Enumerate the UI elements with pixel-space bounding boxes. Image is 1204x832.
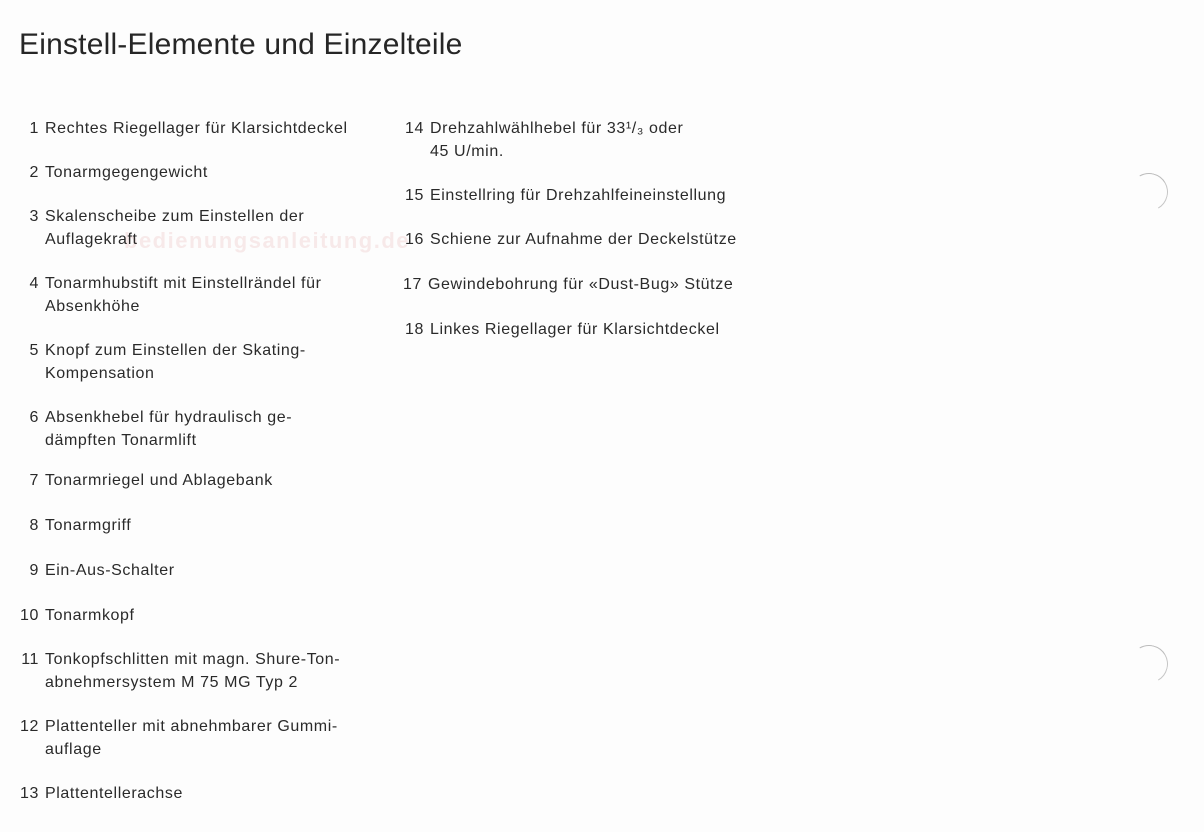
watermark: bedienungsanleitung.de: [124, 228, 411, 253]
item-number: 18: [405, 321, 424, 338]
list-item: [405, 185, 727, 208]
item-text: Drehzahlwählhebel für 33¹/₃ oder 45 U/min.: [430, 120, 684, 160]
item-number: 16: [405, 231, 424, 248]
binder-hole: [1126, 641, 1173, 688]
list-item: [29, 273, 322, 318]
item-text: Absenkhebel für hydraulisch ge- dämpften Tonarmlift: [45, 409, 293, 449]
item-number: 3: [29, 208, 39, 225]
list-item: [29, 407, 293, 452]
list-item: [405, 319, 720, 342]
item-text: Tonarmgegengewicht: [45, 164, 208, 181]
item-number: 17: [403, 276, 422, 293]
item-number: 15: [405, 187, 424, 204]
item-text: Schiene zur Aufnahme der Deckelstütze: [430, 231, 737, 248]
item-text: Plattentellerachse: [45, 785, 183, 802]
list-item: [29, 206, 305, 251]
list-item: [29, 118, 348, 141]
item-number: 11: [21, 651, 39, 668]
item-text: Skalenscheibe zum Einstellen der Auflagekraft: [45, 208, 305, 248]
item-number: 10: [20, 607, 39, 624]
page-title: Einstell-Elemente und Einzelteile: [19, 28, 463, 61]
item-text: Tonkopfschlitten mit magn. Shure-Ton- abnehmersystem M 75 MG Typ 2: [45, 651, 341, 691]
item-number: 4: [29, 275, 39, 292]
item-number: 9: [29, 562, 39, 579]
item-text: Plattenteller mit abnehmbarer Gummi- auflage: [45, 718, 338, 758]
binder-hole: [1126, 169, 1173, 216]
item-text: Tonarmriegel und Ablagebank: [45, 472, 273, 489]
item-text: Ein-Aus-Schalter: [45, 562, 175, 579]
item-text: Tonarmhubstift mit Einstellrändel für Absenkhöhe: [45, 275, 322, 315]
item-text: Knopf zum Einstellen der Skating- Kompensation: [45, 342, 306, 382]
item-number: 1: [29, 120, 39, 137]
list-item: [405, 118, 684, 163]
item-text: Tonarmkopf: [45, 607, 135, 624]
item-number: 14: [405, 120, 424, 137]
item-text: Tonarmgriff: [45, 517, 132, 534]
list-item: [21, 649, 341, 694]
item-text: Rechtes Riegellager für Klarsichtdeckel: [45, 120, 348, 137]
item-text: Einstellring für Drehzahlfeineinstellung: [430, 187, 727, 204]
list-item: [29, 560, 175, 583]
item-number: 13: [20, 785, 39, 802]
list-item: [29, 470, 273, 493]
list-item: [29, 515, 132, 538]
item-number: 2: [29, 164, 39, 181]
list-item: [405, 229, 737, 252]
item-number: 5: [29, 342, 39, 359]
item-text: Linkes Riegellager für Klarsichtdeckel: [430, 321, 720, 338]
item-number: 7: [29, 472, 39, 489]
list-item: [20, 716, 338, 761]
list-item: [403, 274, 734, 297]
item-number: 8: [29, 517, 39, 534]
list-item: [29, 162, 208, 185]
item-number: 12: [20, 718, 39, 735]
list-item: [20, 605, 135, 628]
list-item: [20, 783, 183, 806]
item-number: 6: [29, 409, 39, 426]
item-text: Gewindebohrung für «Dust-Bug» Stütze: [428, 276, 734, 293]
list-item: [29, 340, 306, 385]
